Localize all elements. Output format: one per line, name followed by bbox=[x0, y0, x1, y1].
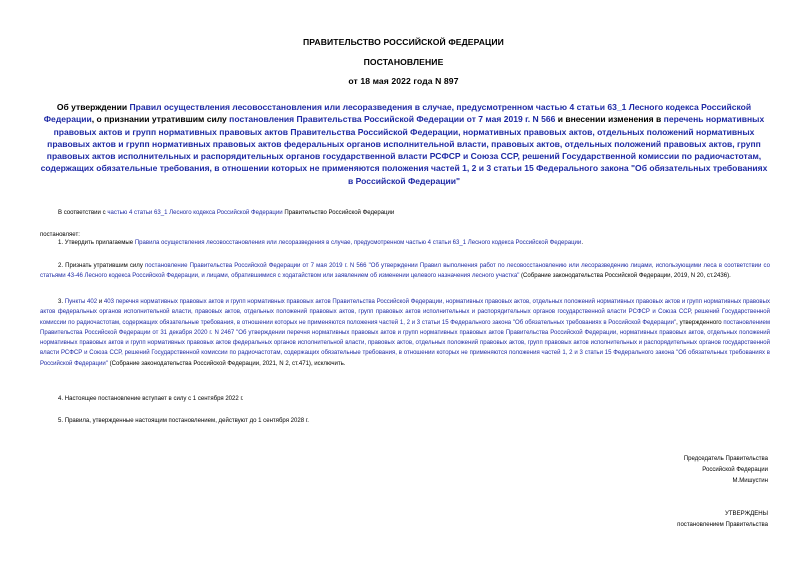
item-text: 2. Признать утратившим силу bbox=[58, 263, 145, 269]
link-forest-code-article[interactable]: частью 4 статьи 63_1 Лесного кодекса Российской Федерации bbox=[107, 210, 283, 216]
item-text: и bbox=[97, 299, 104, 305]
approved-block bbox=[677, 509, 768, 531]
government-heading: ПРАВИТЕЛЬСТВО РОССИЙСКОЙ ФЕДЕРАЦИИ bbox=[303, 37, 504, 47]
signature-block bbox=[684, 454, 768, 486]
document-date: от 18 мая 2022 года N 897 bbox=[348, 76, 459, 86]
resolves-word: постановляет: bbox=[40, 232, 80, 238]
link-list-of-acts-item3[interactable]: перечня нормативных правовых актов и групп нормативных правовых актов Правительства Российской Федерации, нормативных правовых актов, отдельных положений нормативных правовых актов и групп нормативных правовых актов федеральных органов исполнительной власти, правовых актов, отдельных положений правовых актов, групп правовых актов исполнительных и распорядительных органов государственной власти РСФСР и Союза ССР, решений Государственной комиссии по радиочастотам, содержащих обязательные требования, в отношении которых не применяются положения частей 1, 2 и 3 статьи 15 Федерального закона "Об обязательных требованиях в Российской Федерации" bbox=[40, 299, 771, 326]
item-1 bbox=[58, 238, 788, 248]
item-2 bbox=[40, 261, 770, 282]
item-5: 5. Правила, утвержденные настоящим постановлением, действуют до 1 сентября 2028 г. bbox=[58, 418, 309, 424]
preamble bbox=[58, 208, 788, 218]
link-approved-rules[interactable]: Правила осуществления лесовосстановления или лесоразведения в случае, предусмотренном частью 4 статьи 63_1 Лесного кодекса Российской Федерации bbox=[134, 240, 582, 246]
signature-position: Председатель Правительства bbox=[683, 456, 768, 462]
item-text: , утвержденного bbox=[676, 319, 724, 326]
signature-name: М.Мишустин bbox=[732, 477, 768, 484]
title-text: Об утверждении bbox=[56, 102, 130, 112]
item-4: 4. Настоящее постановление вступает в силу с 1 сентября 2022 г. bbox=[58, 396, 244, 402]
link-point-402[interactable]: Пункты 402 bbox=[64, 299, 98, 305]
signature-country: Российской Федерации bbox=[702, 466, 768, 473]
preamble-text: Правительство Российской Федерации bbox=[282, 210, 395, 216]
item-text: 3. bbox=[58, 299, 65, 305]
item-text: (Собрание законодательства Российской Федерации, 2021, N 2, ст.471), исключить. bbox=[107, 360, 346, 367]
link-list-of-acts[interactable]: перечень нормативных правовых актов и групп нормативных правовых актов Правительства Российской Федерации, нормативных правовых актов, отдельных положений нормативных правовых актов и групп нормативных правовых актов федеральных органов исполнительной власти, правовых актов, отдельных положений правовых актов, групп правовых актов исполнительных и распорядительных органов государственной власти РСФСР и Союза ССР, решений Государственной комиссии по радиочастотам, содержащих обязательные требования, в отношении которых не применяются положения частей 1, 2 и 3 статьи 15 Федерального закона "Об обязательных требованиях в Российской Федерации" bbox=[40, 114, 768, 186]
document-title bbox=[40, 101, 768, 187]
approved-label: УТВЕРЖДЕНЫ bbox=[725, 511, 768, 517]
link-resolution-2467[interactable]: постановлением Правительства Российской Федерации от 31 декабря 2020 г. N 2467 "Об утверждении перечня нормативных правовых актов и групп нормативных правовых актов Правительства Российской Федерации, нормативных правовых актов, отдельных положений нормативных правовых актов и групп нормативных правовых актов федеральных органов исполнительной власти, правовых актов, отдельных положений правовых актов, групп правовых актов исполнительных и распорядительных органов государственной власти РСФСР и Союза ССР, решений Государственной комиссии по радиочастотам, содержащих обязательные требования, в отношении которых не применяются положения частей 1, 2 и 3 статьи 15 Федерального закона "Об обязательных требованиях в Российской Федерации" bbox=[40, 319, 770, 367]
title-text: и внесении изменения в bbox=[555, 114, 664, 125]
item-text: (Собрание законодательства Российской Федерации, 2019, N 20, ст.2436). bbox=[519, 273, 731, 280]
title-text: , о признании утратившим силу bbox=[91, 114, 230, 125]
item-text: . bbox=[581, 240, 584, 246]
document-type-heading: ПОСТАНОВЛЕНИЕ bbox=[363, 57, 444, 67]
approved-by: постановлением Правительства bbox=[677, 521, 768, 528]
link-resolution-566-full[interactable]: постановление Правительства Российской Федерации от 7 мая 2019 г. N 566 "Об утверждении Правил выполнения работ по лесовосстановлению или лесоразведению лицами, использующими леса в соответствии со статьями 43-46 Лесного кодекса Российской Федерации, и лицами, обратившимися с ходатайством или заявлением об изменении целевого назначения лесного участка" bbox=[40, 263, 770, 280]
link-rules[interactable]: Правил осуществления лесовосстановления или лесоразведения в случае, предусмотренном частью 4 статьи 63_1 Лесного кодекса Российской Федерации bbox=[43, 102, 752, 125]
link-point-403[interactable]: 403 bbox=[103, 299, 114, 305]
item-3 bbox=[40, 297, 770, 369]
link-resolution-566[interactable]: постановления Правительства Российской Федерации от 7 мая 2019 г. N 566 bbox=[229, 114, 556, 125]
preamble-text: В соответствии с bbox=[58, 210, 108, 216]
item-text: 1. Утвердить прилагаемые bbox=[58, 240, 135, 246]
